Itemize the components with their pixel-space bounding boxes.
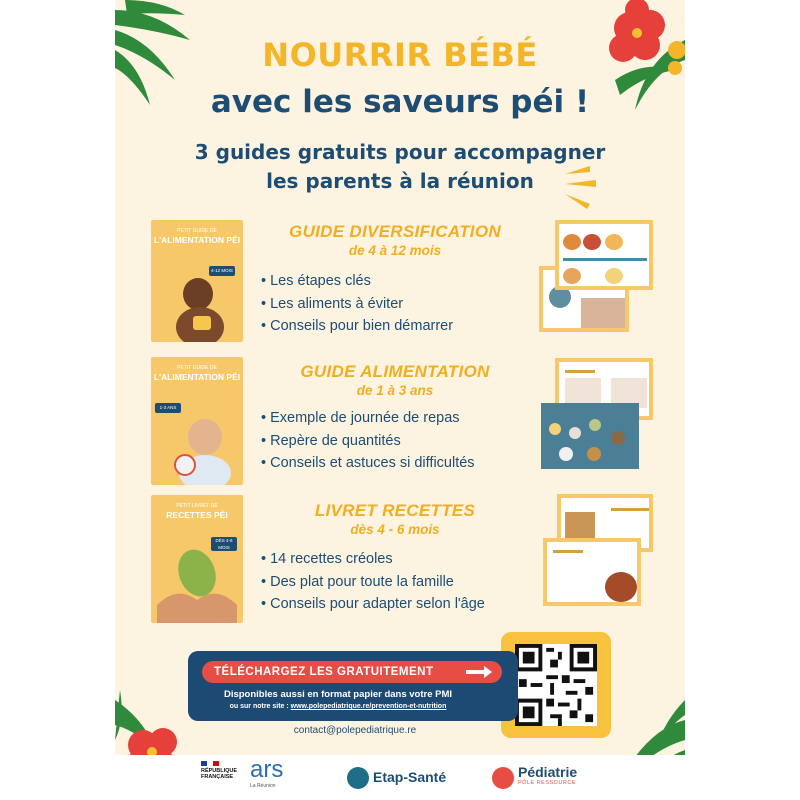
cover-title: RECETTES PÉI bbox=[166, 510, 228, 520]
list-item: • Conseils et astuces si difficultés bbox=[261, 452, 475, 475]
pediatrie-subtext: PÔLE RESSOURCE bbox=[518, 780, 577, 786]
list-item: • 14 recettes créoles bbox=[261, 548, 485, 571]
toddler-photo-icon bbox=[171, 413, 241, 485]
list-item: • Conseils pour adapter selon l'âge bbox=[261, 593, 485, 616]
guide-items-recettes bbox=[261, 548, 485, 616]
pediatrie-icon bbox=[492, 767, 514, 789]
cover-badge: DÈS 4-6 MOIS bbox=[211, 537, 237, 551]
footer-logos bbox=[115, 755, 685, 800]
etap-sante-logo: Etap-Santé bbox=[373, 769, 447, 785]
guide-preview-page-3b bbox=[543, 538, 641, 606]
pediatrie-text: Pédiatrie bbox=[518, 764, 578, 780]
etap-sante-icon bbox=[347, 767, 369, 789]
guide-items-alimentation bbox=[261, 407, 475, 475]
guide-items-diversification bbox=[261, 270, 453, 338]
cover-badge: 1-3 ANS bbox=[155, 403, 181, 413]
cover-small-text: PETIT LIVRET DE bbox=[176, 503, 218, 509]
guide-title-diversification: GUIDE DIVERSIFICATION bbox=[289, 222, 501, 241]
contact-email[interactable]: contact@polepediatrique.re bbox=[293, 725, 417, 736]
cover-small-text: PETIT GUIDE DE bbox=[177, 228, 217, 234]
cover-small-text: PETIT GUIDE DE bbox=[177, 365, 217, 371]
availability-text: Disponibles aussi en format papier dans votre PMI bbox=[223, 689, 453, 700]
ars-text: ars bbox=[250, 756, 284, 783]
website-line bbox=[188, 703, 488, 710]
guide-age-alimentation: de 1 à 3 ans bbox=[356, 383, 434, 398]
ars-logo bbox=[250, 757, 283, 789]
guide-title-alimentation: GUIDE ALIMENTATION bbox=[300, 362, 490, 381]
guide-title-recettes: LIVRET RECETTES bbox=[314, 501, 476, 520]
download-banner bbox=[188, 651, 518, 721]
cover-title: L'ALIMENTATION PÉI bbox=[153, 235, 241, 245]
cover-badge: 4-12 MOIS bbox=[209, 266, 235, 276]
subtitle-line1: 3 guides gratuits pour accompagner bbox=[194, 140, 606, 164]
republique-francaise-logo bbox=[201, 761, 241, 780]
ars-subtext: La Réunion bbox=[250, 783, 276, 789]
guide-cover-alimentation[interactable] bbox=[151, 357, 243, 485]
poster bbox=[115, 0, 685, 800]
guide-age-recettes: dès 4 - 6 mois bbox=[350, 522, 440, 537]
website-link[interactable]: www.polepediatrique.re/prevention-et-nutrition bbox=[290, 703, 447, 710]
main-title: NOURRIR BÉBÉ bbox=[262, 36, 538, 74]
guide-cover-diversification[interactable] bbox=[151, 220, 243, 342]
cover-title: L'ALIMENTATION PÉI bbox=[153, 372, 241, 382]
baby-photo-icon bbox=[165, 272, 235, 342]
list-item: • Les aliments à éviter bbox=[261, 293, 453, 316]
republique-text: RÉPUBLIQUE FRANÇAISE bbox=[201, 768, 238, 780]
list-item: • Exemple de journée de repas bbox=[261, 407, 475, 430]
chayote-in-hands-icon bbox=[157, 545, 237, 623]
pediatrie-logo bbox=[518, 764, 577, 786]
list-item: • Des plat pour toute la famille bbox=[261, 571, 485, 594]
qr-code-icon[interactable] bbox=[513, 644, 599, 726]
arrow-right-icon bbox=[466, 666, 492, 678]
download-button[interactable] bbox=[202, 661, 502, 683]
list-item: • Conseils pour bien démarrer bbox=[261, 315, 453, 338]
download-button-label: TÉLÉCHARGEZ LES GRATUITEMENT bbox=[214, 666, 434, 678]
subtitle-line2: les parents à la réunion bbox=[266, 169, 534, 193]
website-prefix: ou sur notre site : bbox=[229, 703, 291, 710]
main-title-line2: avec les saveurs péi ! bbox=[210, 84, 590, 120]
guide-preview-page-2b bbox=[541, 403, 639, 469]
list-item: • Les étapes clés bbox=[261, 270, 453, 293]
guide-preview-page-1a bbox=[555, 220, 653, 290]
list-item: • Repère de quantités bbox=[261, 430, 475, 453]
guide-age-diversification: de 4 à 12 mois bbox=[348, 243, 442, 258]
sparkle-icon bbox=[560, 166, 600, 211]
guide-cover-recettes[interactable] bbox=[151, 495, 243, 623]
